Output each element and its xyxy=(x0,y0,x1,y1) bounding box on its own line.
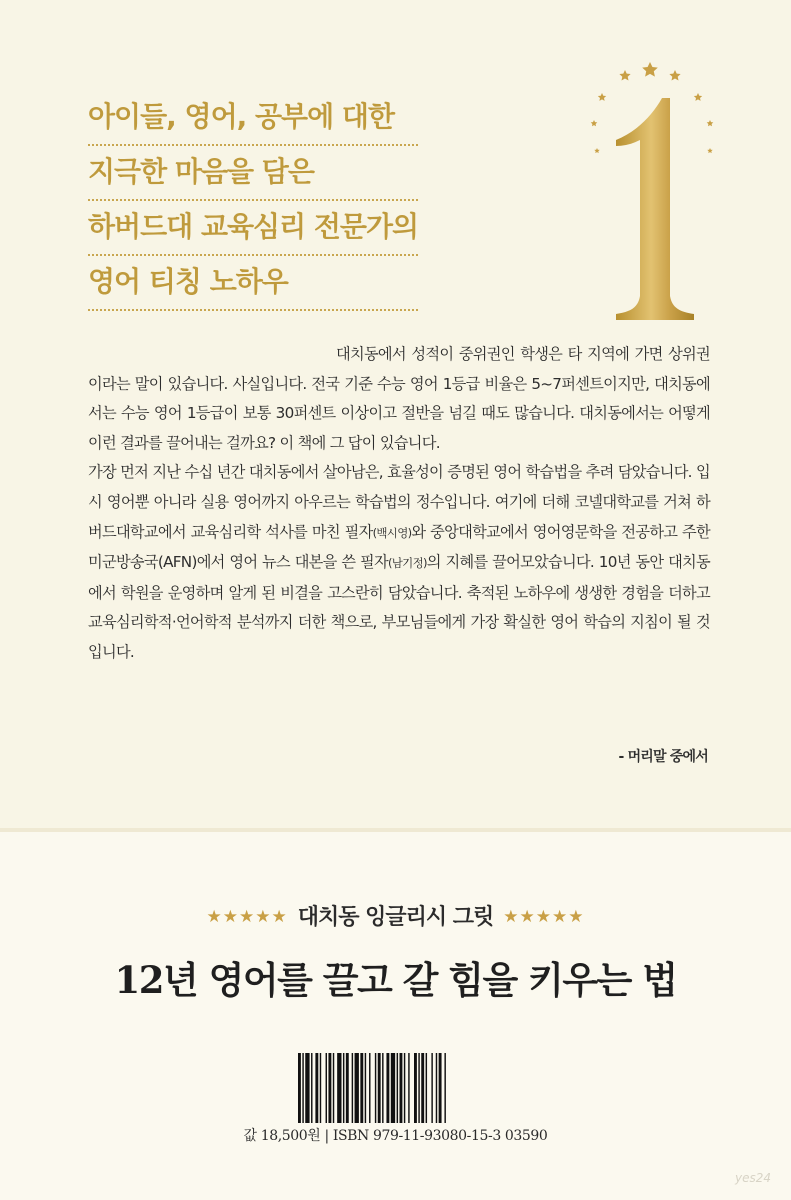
barcode-bar xyxy=(328,1053,331,1123)
book-tagline: 12년 영어를 끌고 갈 힘을 키우는 법 xyxy=(114,958,677,1002)
barcode-bar xyxy=(343,1053,344,1123)
paragraph-2-part-c: 의 지혜를 끌어모았습니다. 10년 동안 대치동에서 학원을 운영하며 알게 된 비결을 고스란히 담았습니다. 축적된 노하우에 생생한 경험을 더하고 교육심리학적·언어학적 분석까지 더한 책으로, 부모님들에게 가장 확실한 영어 학습의 지침이 될 것입니다. xyxy=(88,553,710,661)
barcode-bar xyxy=(355,1053,359,1123)
barcode-bar xyxy=(397,1053,398,1123)
paragraph-2-part-a: 가장 먼저 지난 수십 년간 대치동에서 살아남은, 효율성이 증명된 영어 학습법을 추려 담았습니다. 입시 영어뿐 아니라 실용 영어까지 아우르는 학습법의 정수입니다. 여기에 더해 코넬대학교를 거쳐 하버드대학교에서 교육심리학 석사를 마친 필자 xyxy=(88,463,710,541)
barcode-bar xyxy=(326,1053,327,1123)
headline-line-2: 지극한 마음을 담은 xyxy=(88,149,418,201)
barcode-bar xyxy=(305,1053,309,1123)
stars-right-icon: ★★★★★ xyxy=(503,907,585,927)
barcode-bar xyxy=(382,1053,383,1123)
barcode-bar xyxy=(414,1053,417,1123)
headline-line-4: 영어 티칭 노하우 xyxy=(88,259,418,311)
barcode-bar xyxy=(320,1053,321,1123)
barcode-bar xyxy=(369,1053,370,1123)
barcode-bar xyxy=(436,1053,437,1123)
stars-left-icon: ★★★★★ xyxy=(206,907,288,927)
gold-number-one-emblem xyxy=(580,58,730,328)
paragraph-2 xyxy=(88,458,710,667)
paragraph-2-part-b: 와 중앙대학교에서 영어영문학을 전공하고 주한미군방송국(AFN)에서 영어 뉴스 대본을 쓴 필자 xyxy=(88,522,710,572)
barcode-bar xyxy=(346,1053,349,1123)
barcode-bar xyxy=(365,1053,366,1123)
barcode-bar xyxy=(302,1053,303,1123)
barcode-bar xyxy=(391,1053,395,1123)
barcode-bar xyxy=(421,1053,424,1123)
barcode-bar xyxy=(418,1053,419,1123)
price-isbn: 값 18,500원 | ISBN 979-11-93080-15-3 03590 xyxy=(243,1128,548,1144)
barcode-bar xyxy=(375,1053,376,1123)
barcode-bar xyxy=(408,1053,409,1123)
barcode-bar xyxy=(439,1053,442,1123)
barcode-bar xyxy=(360,1053,363,1123)
barcode-bar xyxy=(386,1053,389,1123)
barcode-bar xyxy=(311,1053,312,1123)
paragraph-1: 대치동에서 성적이 중위권인 학생은 타 지역에 가면 상위권이라는 말이 있습니다. 사실입니다. 전국 기준 수능 영어 1등급 비율은 5~7퍼센트이지만, 대치동에서는 수능 영어 1등급이 보통 30퍼센트 이상이고 절반을 넘길 때도 많습니다. 대치동에서는 어떻게 이런 결과를 끌어내는 걸까요? 이 책에 그 답이 있습니다. xyxy=(88,345,710,452)
barcode-bar xyxy=(404,1053,405,1123)
series-title xyxy=(0,900,791,931)
barcode-bar xyxy=(431,1053,432,1123)
headline-line-3: 하버드대 교육심리 전문가의 xyxy=(88,204,418,256)
barcode-bar xyxy=(444,1053,445,1123)
preface-excerpt xyxy=(88,340,710,668)
barcode-bar xyxy=(378,1053,381,1123)
series-name: 대치동 잉글리시 그릿 xyxy=(297,905,494,930)
watermark-logo: yes24 xyxy=(735,1171,772,1185)
barcode-bar xyxy=(298,1053,301,1123)
isbn-barcode xyxy=(296,1053,496,1123)
author-note-2: (남기정) xyxy=(387,556,427,571)
headline xyxy=(88,94,418,314)
barcode-bar xyxy=(315,1053,318,1123)
excerpt-source: - 머리말 중에서 xyxy=(618,749,708,765)
barcode-bar xyxy=(426,1053,427,1123)
headline-line-1: 아이들, 영어, 공부에 대한 xyxy=(88,94,418,146)
barcode-bar xyxy=(337,1053,341,1123)
barcode-bar xyxy=(400,1053,403,1123)
barcode-bar xyxy=(333,1053,334,1123)
number-one-glyph xyxy=(616,98,694,320)
barcode-bar xyxy=(352,1053,353,1123)
author-note-1: (백시영) xyxy=(372,525,412,540)
